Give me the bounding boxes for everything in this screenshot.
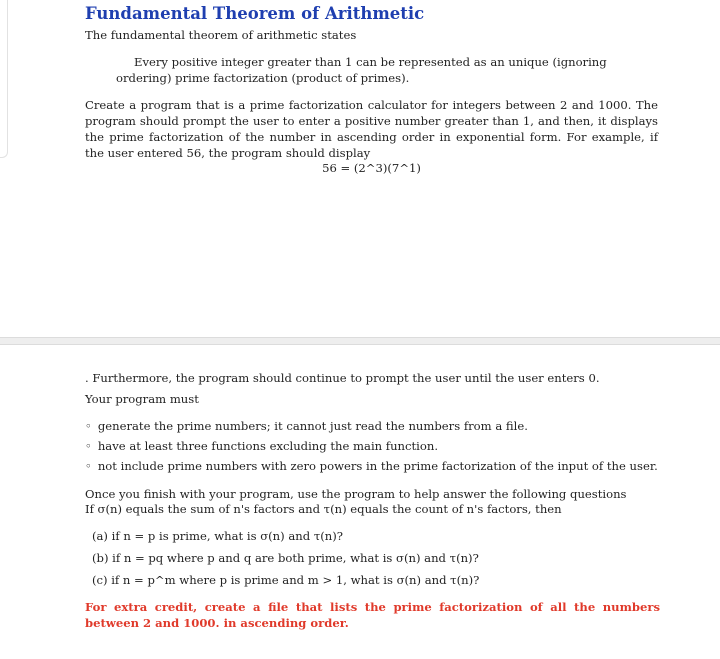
requirement-item: ◦ not include prime numbers with zero powers in the prime factorization of the input of the user. <box>85 458 685 474</box>
scroll-edge <box>0 0 8 158</box>
requirements-list <box>85 418 685 478</box>
extra-credit-text: For extra credit, create a file that lists the prime factorization of all the numbers between 2 and 1000. in ascending order. <box>85 600 660 630</box>
intro-text: The fundamental theorem of arithmetic states <box>85 28 357 42</box>
definitions-text: If σ(n) equals the sum of n's factors and τ(n) equals the count of n's factors, then <box>85 502 562 516</box>
theorem-quote: Every positive integer greater than 1 can be represented as an unique (ignoring ordering) prime factorization (product of primes). <box>116 55 607 85</box>
must-label: Your program must <box>85 392 199 406</box>
page-title: Fundamental Theorem of Arithmetic <box>85 4 425 23</box>
questions-list <box>92 528 652 594</box>
question-item: (b) if n = pq where p and q are both prime, what is σ(n) and τ(n)? <box>92 551 479 565</box>
question-item: (a) if n = p is prime, what is σ(n) and τ(n)? <box>92 529 343 543</box>
requirement-item: ◦ have at least three functions excluding the main function. <box>85 438 685 454</box>
example-output: 56 = (2^3)(7^1) <box>322 161 421 175</box>
task-description: Create a program that is a prime factorization calculator for integers between 2 and 1000. The program should prompt the user to enter a positive number greater than 1, and then, it displays the prime factorization of the number in ascending order in exponential form. For example, if the user entered 56, the program should display <box>85 98 658 160</box>
page-2 <box>0 345 720 659</box>
questions-intro: Once you finish with your program, use the program to help answer the following questions <box>85 487 627 501</box>
requirement-item: ◦ generate the prime numbers; it cannot just read the numbers from a file. <box>85 418 685 434</box>
continue-text: . Furthermore, the program should continue to prompt the user until the user enters 0. <box>85 371 600 385</box>
page-separator <box>0 337 720 345</box>
question-item: (c) if n = p^m where p is prime and m > 1, what is σ(n) and τ(n)? <box>92 573 480 587</box>
